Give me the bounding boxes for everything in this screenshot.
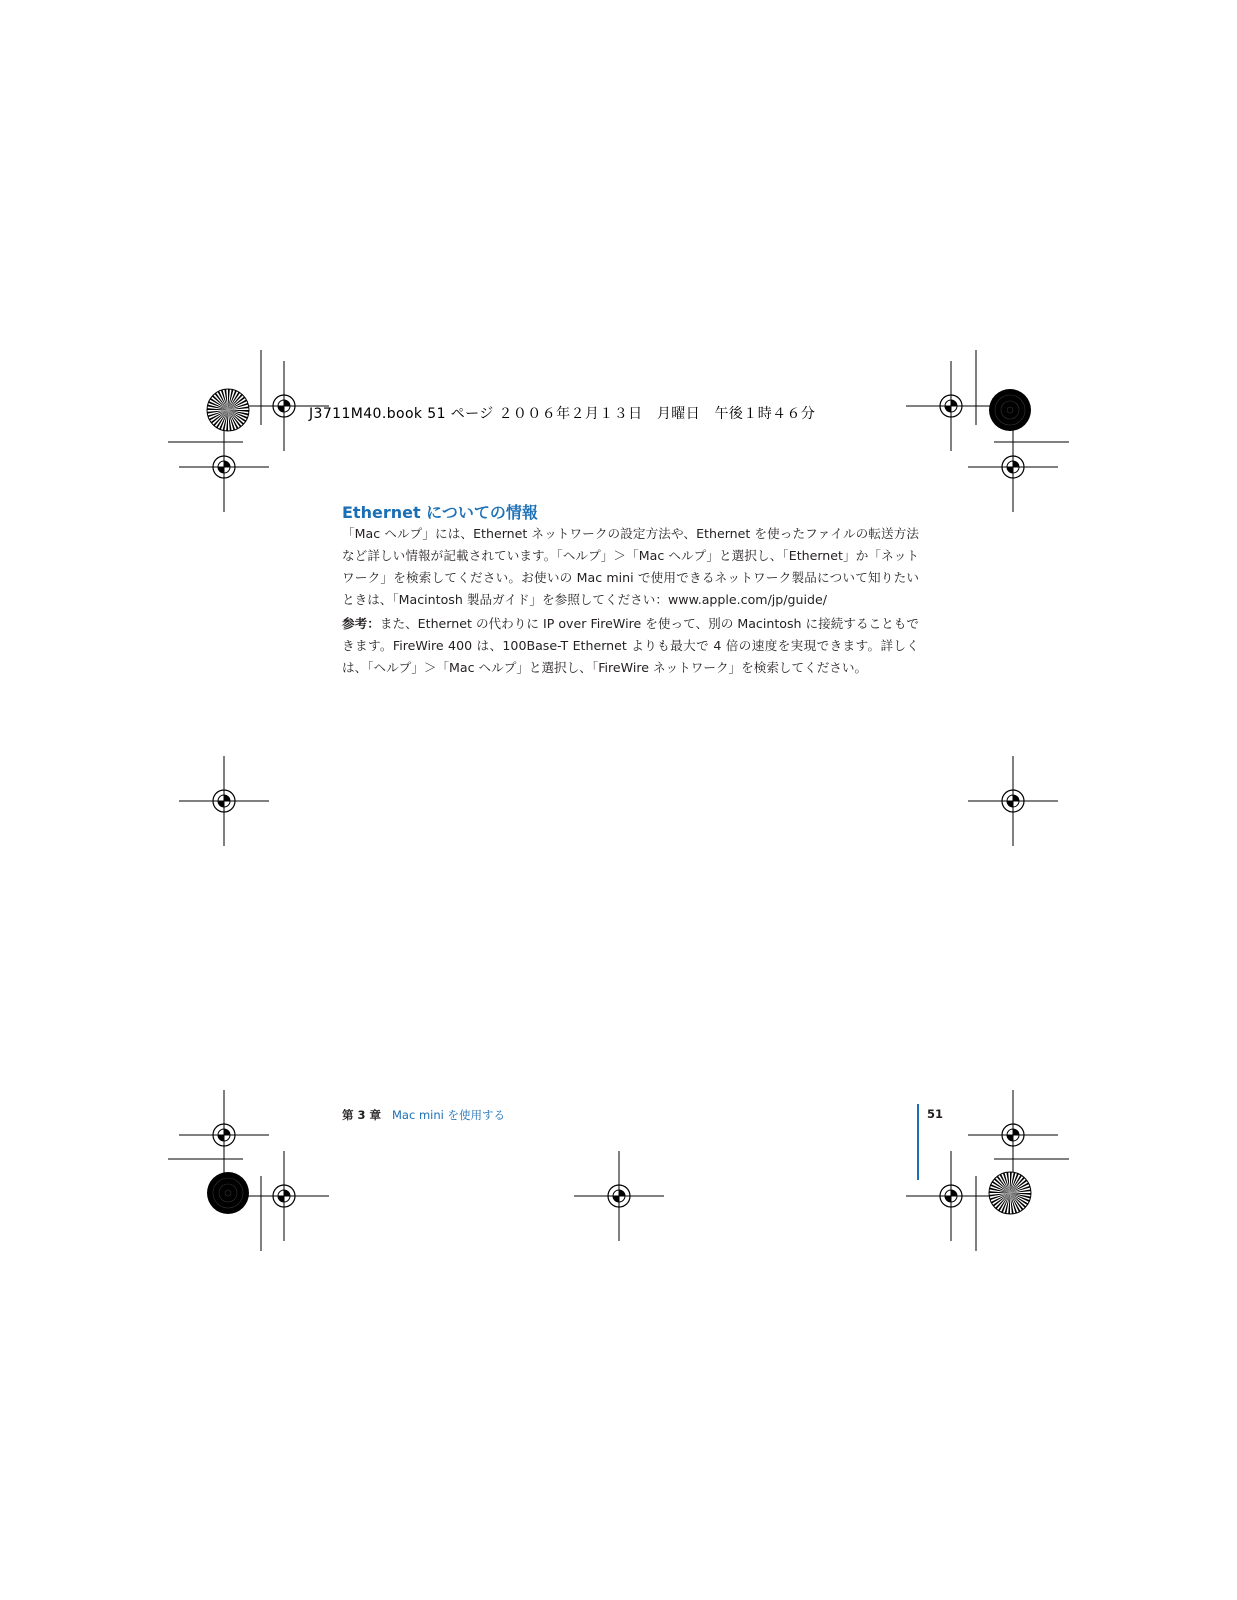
registration-mark-top-right — [906, 361, 996, 451]
registration-mark-bottom-center — [574, 1151, 664, 1241]
registration-mark-right-upper — [968, 422, 1058, 512]
starburst-target-top-left — [207, 389, 249, 431]
note-paragraph — [342, 613, 919, 679]
registration-mark-right-middle — [968, 756, 1058, 846]
footer-divider — [917, 1104, 919, 1180]
section-heading: Ethernet についての情報 — [342, 503, 538, 522]
registration-mark-bottom-left — [239, 1151, 329, 1241]
solid-disc-target-top-right — [989, 389, 1031, 431]
registration-mark-right-lower — [968, 1090, 1058, 1180]
registration-mark-bottom-right — [906, 1151, 996, 1241]
page-number: 51 — [927, 1107, 944, 1121]
note-label: 参考： — [342, 616, 380, 631]
footer-chapter-number: 第 3 章 — [342, 1108, 382, 1122]
note-text: また、Ethernet の代わりに IP over FireWire を使って、別の Macintosh に接続することもできます。FireWire 400 は、100Base-T Ethernet よりも最大で 4 倍の速度を実現できます。詳しくは、「ヘルプ」＞「Mac ヘルプ」と選択し、「FireWire ネットワーク」を検索してください。 — [342, 616, 920, 675]
registration-mark-left-upper — [179, 422, 269, 512]
registration-mark-left-lower — [179, 1090, 269, 1180]
footer-chapter-title: Mac mini を使用する — [392, 1108, 505, 1122]
registration-mark-left-middle — [179, 756, 269, 846]
file-slug-line: J3711M40.book 51 ページ ２００６年２月１３日 月曜日 午後１時４６分 — [309, 406, 816, 422]
section-body — [342, 523, 919, 679]
solid-disc-target-bottom-left — [207, 1172, 249, 1214]
starburst-target-bottom-right — [989, 1172, 1031, 1214]
body-paragraph: 「Mac ヘルプ」には、Ethernet ネットワークの設定方法や、Ethernet を使ったファイルの転送方法など詳しい情報が記載されています。「ヘルプ」＞「Mac ヘルプ」と選択し、「Ethernet」か「ネットワーク」を検索してください。お使いの Mac mini で使用できるネットワーク製品について知りたいときは、「Macintosh 製品ガイド」を参照してください：www.apple.com/jp/guide/ — [342, 526, 919, 607]
